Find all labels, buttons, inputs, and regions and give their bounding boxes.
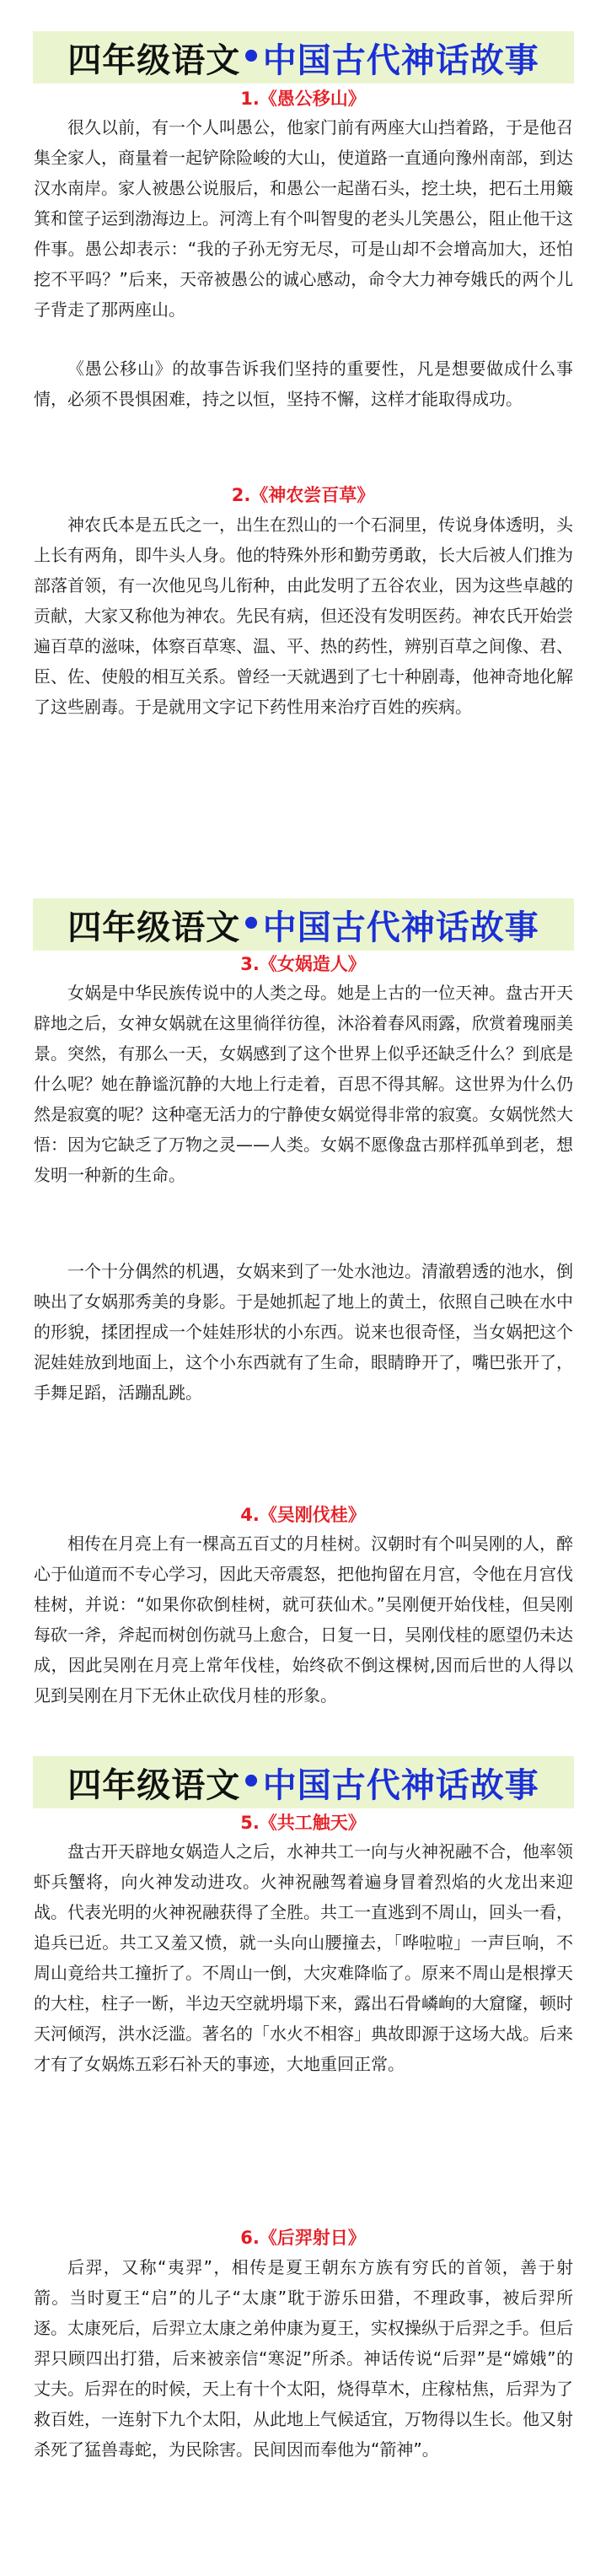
story-paragraph: 《愚公移山》的故事告诉我们坚持的重要性，凡是想要做成什么事情，必须不畏惧困难，持之以恒，坚持不懈，这样才能取得成功。 bbox=[34, 358, 573, 409]
story-title: 5.《共工触天》 bbox=[240, 1813, 366, 1833]
banner-dot: • bbox=[240, 38, 263, 77]
story-paragraph: 女娲是中华民族传说中的人类之母。她是上古的一位天神。盘古开天辟地之后，女神女娲就在这里徜徉彷徨，沐浴着春风雨露，欣赏着瑰丽美景。突然，有那么一天，女娲感到了这个世界上似乎还缺乏什么？到底是什么呢？她在静谧沉静的大地上行走着，百思不得其解。这世界为什么仍然是寂寞的呢？这种毫无活力的宁静使女娲觉得非常的寂寞。女娲恍然大悟：因为它缺乏了万物之灵——人类。女娲不愿像盘古那样孤单到老，想发明一种新的生命。 bbox=[34, 983, 573, 1185]
banner-prefix: 四年级语文 bbox=[67, 1765, 241, 1805]
story-paragraph: 一个十分偶然的机遇，女娲来到了一处水池边。清澈碧透的池水，倒映出了女娲那秀美的身影。于是她抓起了地上的黄土，依照自己映在水中的形貌，揉团捏成一个娃娃形状的小东西。说来也很奇怪，当女娲把这个泥娃娃放到地面上，这个小东西就有了生命，眼睛睁开了，嘴巴张开了，手舞足蹈，活蹦乱跳。 bbox=[34, 1261, 573, 1403]
story-title: 4.《吴刚伐桂》 bbox=[240, 1505, 366, 1525]
banner-prefix: 四年级语文 bbox=[67, 40, 241, 80]
banner-highlight: 中国古代神话故事 bbox=[262, 40, 539, 80]
story-title: 1.《愚公移山》 bbox=[240, 89, 366, 109]
story-title: 6.《后羿射日》 bbox=[240, 2228, 366, 2248]
story-paragraph: 相传在月亮上有一棵高五百丈的月桂树。汉朝时有个叫吴刚的人，醉心于仙道而不专心学习，因此天帝震怒，把他拘留在月宫，令他在月宫伐桂树，并说：“如果你砍倒桂树，就可获仙术。”吴刚便开始伐桂，但吴刚每砍一斧，斧起而树创伤就马上愈合，日复一日，吴刚伐桂的愿望仍未达成，因此吴刚在月亮上常年伐桂，始终砍不倒这棵树,因而后世的人得以见到吴刚在月下无休止砍伐月桂的形象。 bbox=[34, 1533, 573, 1706]
story-title: 3.《女娲造人》 bbox=[240, 954, 366, 974]
story-paragraph: 后羿，又称“夷羿”，相传是夏王朝东方族有穷氏的首领，善于射箭。当时夏王“启”的儿子“太康”耽于游乐田猎，不理政事，被后羿所逐。太康死后，后羿立太康之弟仲康为夏王，实权操纵于后羿之手。但后羿只顾四出打猎，后来被亲信“寒浞”所杀。神话传说“后羿”是“嫦娥”的丈夫。后羿在的时候，天上有十个太阳，烧得草木，庄稼枯焦，后羿为了救百姓，一连射下九个太阳，从此地上气候适宜，万物得以生长。他又射杀死了猛兽毒蛇，为民除害。民间因而奉他为“箭神”。 bbox=[34, 2257, 573, 2460]
story-paragraph: 盘古开天辟地女娲造人之后，水神共工一向与火神祝融不合，他率领虾兵蟹将，向火神发动进攻。火神祝融驾着遍身冒着烈焰的火龙出来迎战。代表光明的火神祝融获得了全胜。共工一直逃到不周山，回头一看，追兵已近。共工又羞又愤，就一头向山腰撞去，「哗啦啦」一声巨响，不周山竟给共工撞折了。不周山一倒，大灾难降临了。原来不周山是根撑天的大柱，柱子一断，半边天空就坍塌下来，露出石骨嶙峋的大窟窿，顿时天河倾泻，洪水泛滥。著名的「水火不相容」典故即源于这场大战。后来才有了女娲炼五彩石补天的事迹，大地重回正常。 bbox=[34, 1841, 573, 2074]
section-banner bbox=[33, 898, 574, 951]
banner-highlight: 中国古代神话故事 bbox=[262, 1765, 539, 1805]
story-paragraph: 很久以前，有一个人叫愚公，他家门前有两座大山挡着路，于是他召集全家人，商量着一起铲除险峻的大山，使道路一直通向豫州南部，到达汉水南岸。家人被愚公说服后，和愚公一起凿石头，挖土块，把石土用簸箕和筐子运到渤海边上。河湾上有个叫智叟的老头儿笑愚公，阻止他干这件事。愚公却表示：“我的子孙无穷无尽，可是山却不会增高加大，还怕挖不平吗？”后来，天帝被愚公的诚心感动，命令大力神夸娥氏的两个儿子背走了那两座山。 bbox=[34, 117, 573, 320]
banner-highlight: 中国古代神话故事 bbox=[262, 908, 539, 947]
banner-prefix: 四年级语文 bbox=[67, 908, 241, 947]
banner-dot: • bbox=[240, 905, 263, 944]
story-paragraph: 神农氏本是五氏之一，出生在烈山的一个石洞里，传说身体透明，头上长有两角，即牛头人身。他的特殊外形和勤劳勇敢，长大后被人们推为部落首领，有一次他见鸟儿衔种，由此发明了五谷农业，因为这些卓越的贡献，大家又称他为神农。先民有病，但还没有发明医药。神农氏开始尝遍百草的滋味，体察百草寒、温、平、热的药性，辨别百草之间像、君、臣、佐、使般的相互关系。曾经一天就遇到了七十种剧毒，他神奇地化解了这些剧毒。于是就用文字记下药性用来治疗百姓的疾病。 bbox=[34, 515, 573, 717]
story-title: 2.《神农尝百草》 bbox=[231, 485, 375, 505]
section-banner bbox=[33, 31, 574, 84]
section-banner bbox=[33, 1756, 574, 1808]
banner-dot: • bbox=[240, 1763, 263, 1802]
